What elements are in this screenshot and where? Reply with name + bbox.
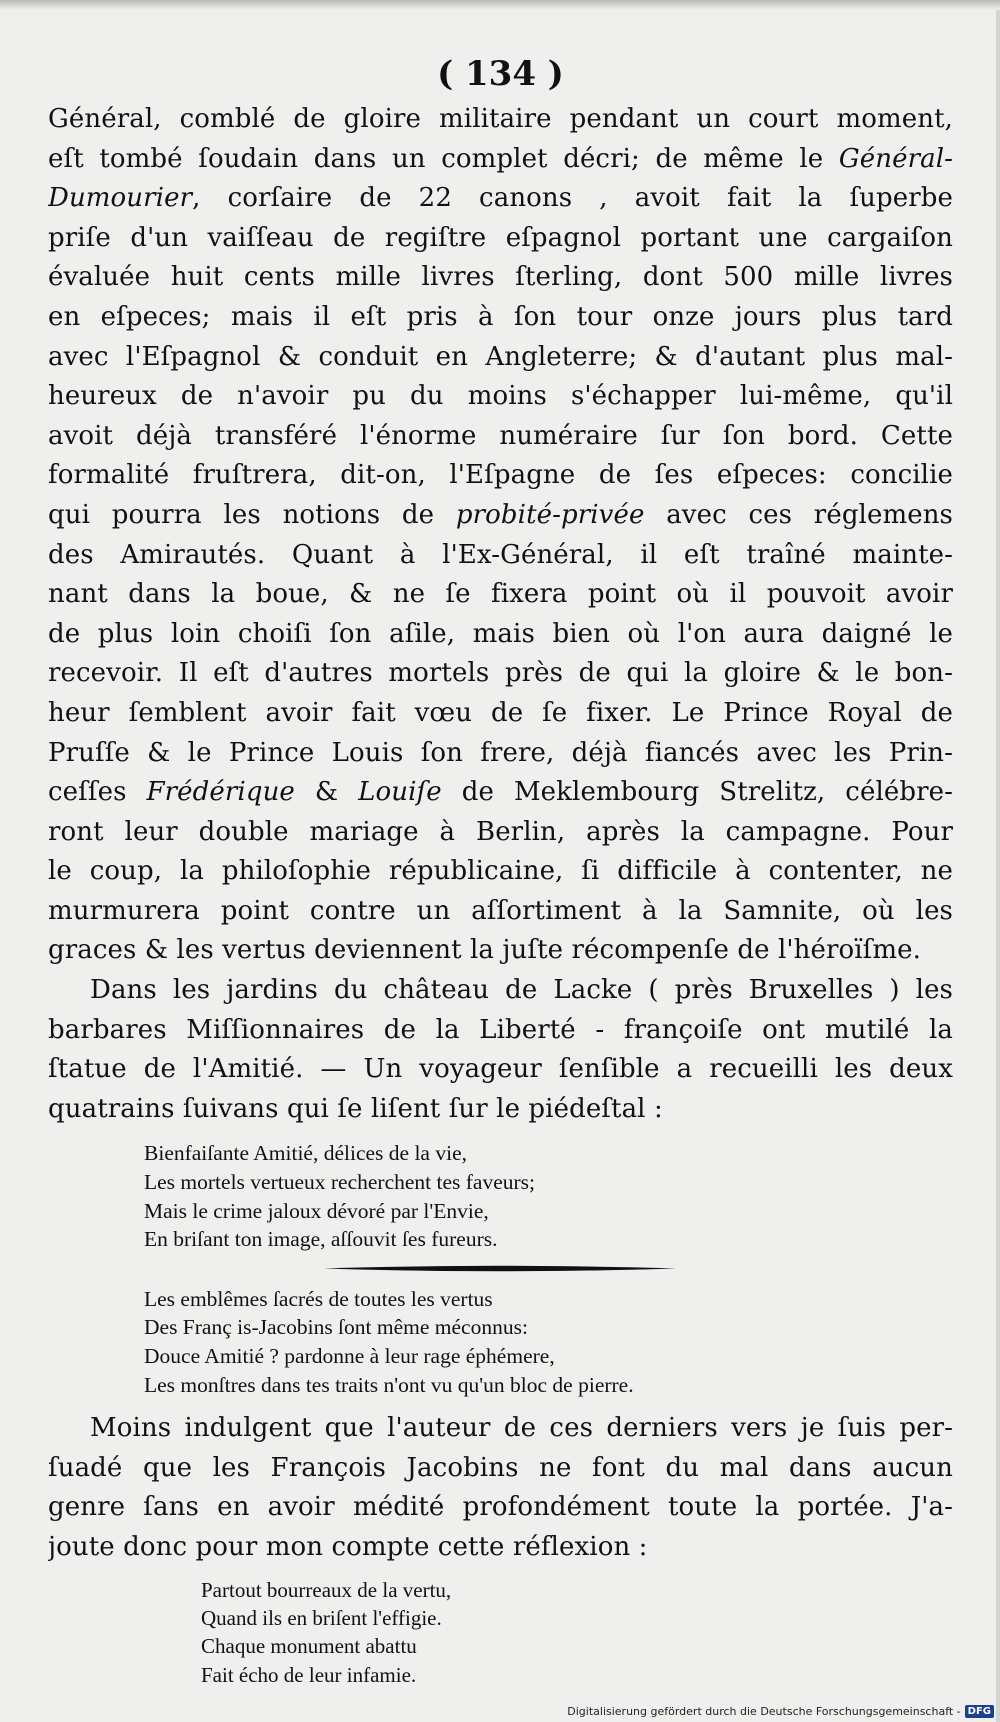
text-line: heureux de n'avoir pu du moins s'échapper lui-même, qu'il (48, 381, 953, 412)
text-line: ront leur double mariage à Berlin, après la campagne. Pour (48, 816, 953, 847)
text-line: de plus loin choiſi ſon aſile, mais bien où l'on aura daigné le (48, 618, 953, 649)
text-line: graces & les vertus deviennent la juſte récompenſe de l'héroïſme. (48, 935, 921, 966)
text-line: Dumourier, corſaire de 22 canons , avoit fait la ſuperbe (48, 183, 953, 214)
quatrain-3 (48, 1576, 953, 1690)
text-line: avec l'Eſpagnol & conduit en Angleterre; & d'autant plus mal- (48, 341, 953, 372)
paragraph-1 (48, 100, 953, 971)
text-line: recevoir. Il eſt d'autres mortels près de qui la gloire & le bon- (48, 658, 953, 689)
text-line: Général, comblé de gloire militaire pendant un court moment, (48, 104, 953, 134)
rule-ornament-graphic (324, 1264, 676, 1273)
verse-line: Mais le crime jaloux dévoré par l'Envie, (144, 1198, 489, 1223)
verse-line: En briſant ton image, aſſouvit ſes fureurs. (144, 1227, 498, 1252)
verse-line: Partout bourreaux de la vertu, (201, 1577, 452, 1602)
text-line: heur ſemblent avoir fait vœu de ſe fixer. Le Prince Royal de (48, 697, 953, 728)
text-line: ſtatue de l'Amitié. — Un voyageur ſenſible a recueilli les deux (48, 1054, 953, 1085)
text-line: eſt tombé ſoudain dans un complet décri; de même le Général- (48, 143, 953, 174)
text-line: genre ſans en avoir médité profondément toute la portée. J'a- (48, 1492, 953, 1523)
text-line: quatrains ſuivans qui ſe liſent ſur le piédeſtal : (48, 1093, 663, 1124)
text-line: le coup, la philoſophie républicaine, ſi difficile à contenter, ne (48, 856, 953, 887)
quatrain-1 (48, 1139, 953, 1253)
verse-line: Les monſtres dans tes traits n'ont vu qu'un bloc de pierre. (144, 1372, 634, 1397)
verse-line: Chaque monument abattu (201, 1634, 417, 1659)
digitization-footer (567, 1705, 994, 1718)
text-line: avoit déjà transféré l'énorme numéraire ſur ſon bord. Cette (48, 420, 953, 451)
text-line: priſe d'un vaiſſeau de regiſtre eſpagnol portant une cargaiſon (48, 222, 953, 253)
text-line: Pruſſe & le Prince Louis ſon frere, déjà fiancés avec les Prin- (48, 737, 953, 768)
verse-line: Des Franç is-Jacobins ſont même méconnus: (144, 1315, 528, 1340)
verse-line: Douce Amitié ? pardonne à leur rage éphémere, (144, 1344, 555, 1368)
text-line: ſuadé que les François Jacobins ne font du mal dans aucun (48, 1452, 953, 1483)
document-page (48, 50, 953, 1689)
text-line: évaluée huit cents mille livres ſterling, dont 500 mille livres (48, 262, 953, 293)
text-line: murmurera point contre un aſſortiment à la Samnite, où les (48, 895, 953, 926)
text-line: joute donc pour mon compte cette réflexion : (48, 1531, 648, 1562)
verse-line: Bienfaiſante Amitié, délices de la vie, (144, 1141, 467, 1166)
text-line: Moins indulgent que l'auteur de ces derniers vers je ſuis per- (90, 1413, 953, 1444)
scan-top-shadow (0, 0, 1000, 10)
paragraph-2 (48, 971, 953, 1129)
text-line: nant dans la boue, & ne ſe fixera point où il pouvoit avoir (48, 579, 953, 610)
text-line: Dans les jardins du château de Lacke ( près Bruxelles ) les (90, 975, 953, 1006)
text-line: qui pourra les notions de probité-privée avec ces réglemens (48, 499, 953, 530)
paragraph-3 (48, 1409, 953, 1567)
text-line: en eſpeces; mais il eſt pris à ſon tour onze jours plus tard (48, 301, 953, 332)
quatrain-2 (48, 1285, 953, 1399)
ornamental-rule (324, 1264, 676, 1273)
footer-credit-text: Digitalisierung gefördert durch die Deutsche Forschungsgemeinschaft - (567, 1705, 961, 1718)
text-line: ceſſes Frédérique & Louiſe de Meklembourg Strelitz, célébre- (48, 777, 953, 808)
text-line: barbares Miſſionnaires de la Liberté - françoiſe ont mutilé la (48, 1014, 953, 1045)
text-line: formalité fruſtrera, dit-on, l'Eſpagne de ſes eſpeces: concilie (48, 460, 953, 491)
dfg-logo: DFG (965, 1705, 994, 1718)
verse-line: Fait écho de leur infamie. (201, 1662, 417, 1687)
verse-line: Quand ils en briſent l'effigie. (201, 1605, 442, 1630)
page-number: ( 134 ) (437, 54, 564, 94)
verse-line: Les mortels vertueux recherchent tes faveurs; (144, 1170, 536, 1195)
text-line: des Amirautés. Quant à l'Ex-Général, il eſt traîné mainte- (48, 539, 953, 570)
verse-line: Les emblêmes ſacrés de toutes les vertus (144, 1286, 493, 1311)
